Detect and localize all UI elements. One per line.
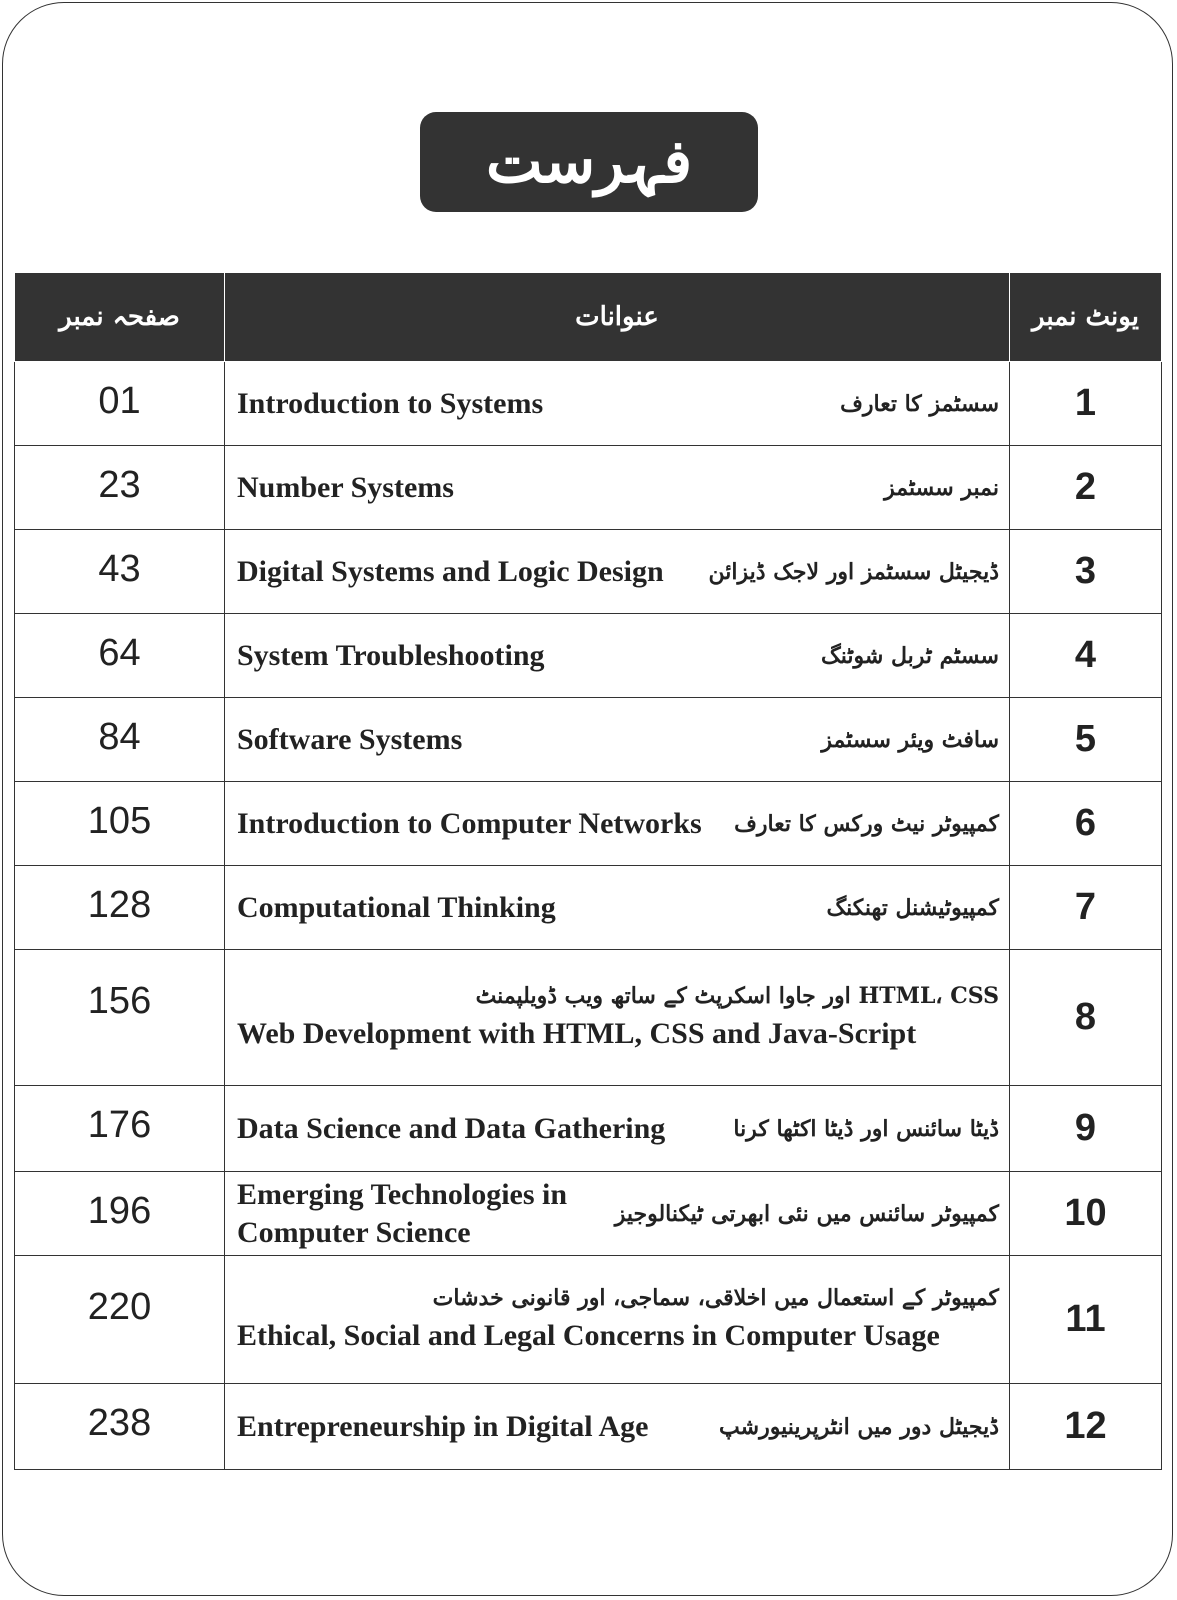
contents-body bbox=[15, 362, 1162, 1470]
topic-urdu: HTML، CSS اور جاوا اسکرپٹ کے ساتھ ویب ڈویلپمنٹ bbox=[475, 982, 999, 1009]
unit-number: 12 bbox=[1010, 1384, 1162, 1470]
topic-english: Software Systems bbox=[237, 722, 463, 756]
topic-english: Introduction to Systems bbox=[237, 386, 544, 420]
topic-cell bbox=[225, 1256, 1010, 1384]
topic-english: Emerging Technologies in Computer Science bbox=[237, 1178, 568, 1249]
topic-cell bbox=[225, 362, 1010, 446]
table-row bbox=[15, 530, 1162, 614]
topic-cell bbox=[225, 782, 1010, 866]
header-unit-number: یونٹ نمبر bbox=[1010, 273, 1162, 362]
table-row bbox=[15, 950, 1162, 1086]
unit-number: 9 bbox=[1010, 1086, 1162, 1172]
topic-titles bbox=[237, 1110, 999, 1148]
table-row bbox=[15, 1384, 1162, 1470]
topic-cell bbox=[225, 1172, 1010, 1256]
unit-number: 8 bbox=[1010, 950, 1162, 1086]
topic-cell bbox=[225, 866, 1010, 950]
page-number: 238 bbox=[15, 1384, 225, 1470]
unit-number: 1 bbox=[1010, 362, 1162, 446]
table-row bbox=[15, 446, 1162, 530]
topic-urdu: کمپیوٹیشنل تھنکنگ bbox=[826, 894, 999, 921]
page-number: 64 bbox=[15, 614, 225, 698]
header-page-number: صفحہ نمبر bbox=[15, 273, 225, 362]
unit-number: 6 bbox=[1010, 782, 1162, 866]
contents-table bbox=[14, 272, 1162, 1470]
topic-urdu: نمبر سسٹمز bbox=[884, 474, 999, 501]
unit-number: 4 bbox=[1010, 614, 1162, 698]
page-number: 01 bbox=[15, 362, 225, 446]
topic-titles bbox=[237, 983, 999, 1053]
unit-number: 7 bbox=[1010, 866, 1162, 950]
topic-titles bbox=[237, 1285, 999, 1355]
page-number: 43 bbox=[15, 530, 225, 614]
topic-urdu: سسٹم ٹربل شوٹنگ bbox=[821, 642, 999, 669]
topic-english: Computational Thinking bbox=[237, 890, 556, 924]
topic-cell bbox=[225, 1086, 1010, 1172]
topic-english: Ethical, Social and Legal Concerns in Computer Usage bbox=[237, 1318, 940, 1352]
table-row bbox=[15, 782, 1162, 866]
topic-titles bbox=[237, 553, 999, 591]
page-number: 128 bbox=[15, 866, 225, 950]
topic-urdu: ڈیجیٹل سسٹمز اور لاجک ڈیزائن bbox=[708, 558, 999, 585]
topic-titles bbox=[237, 637, 999, 675]
topic-english: Data Science and Data Gathering bbox=[237, 1111, 666, 1145]
unit-number: 11 bbox=[1010, 1256, 1162, 1384]
page-number: 105 bbox=[15, 782, 225, 866]
table-row bbox=[15, 1086, 1162, 1172]
table-row bbox=[15, 698, 1162, 782]
topic-english: Web Development with HTML, CSS and Java-Script bbox=[237, 1016, 917, 1050]
topic-titles bbox=[237, 721, 999, 759]
topic-titles bbox=[237, 805, 999, 843]
topic-urdu: کمپیوٹر کے استعمال میں اخلاقی، سماجی، اور قانونی خدشات bbox=[432, 1284, 999, 1311]
topic-titles bbox=[237, 1408, 999, 1446]
topic-cell bbox=[225, 698, 1010, 782]
topic-english: Number Systems bbox=[237, 470, 454, 504]
topic-titles bbox=[237, 889, 999, 927]
topic-english: Introduction to Computer Networks bbox=[237, 806, 702, 840]
table-row bbox=[15, 1256, 1162, 1384]
page-number: 156 bbox=[15, 950, 225, 1086]
table-row bbox=[15, 614, 1162, 698]
unit-number: 10 bbox=[1010, 1172, 1162, 1256]
topic-cell bbox=[225, 530, 1010, 614]
table-row bbox=[15, 866, 1162, 950]
topic-cell bbox=[225, 950, 1010, 1086]
topic-cell bbox=[225, 614, 1010, 698]
topic-cell bbox=[225, 446, 1010, 530]
topic-cell bbox=[225, 1384, 1010, 1470]
topic-urdu: ڈیجیٹل دور میں انٹرپرینیورشپ bbox=[719, 1413, 999, 1440]
unit-number: 2 bbox=[1010, 446, 1162, 530]
table-row bbox=[15, 362, 1162, 446]
topic-english: Digital Systems and Logic Design bbox=[237, 554, 664, 588]
page-number: 23 bbox=[15, 446, 225, 530]
topic-english: Entrepreneurship in Digital Age bbox=[237, 1409, 649, 1443]
page-number: 176 bbox=[15, 1086, 225, 1172]
unit-number: 5 bbox=[1010, 698, 1162, 782]
topic-english: System Troubleshooting bbox=[237, 638, 545, 672]
topic-titles bbox=[237, 469, 999, 507]
unit-number: 3 bbox=[1010, 530, 1162, 614]
topic-urdu: کمپیوٹر سائنس میں نئی ابھرتی ٹیکنالوجیز bbox=[614, 1200, 999, 1227]
topic-urdu: ڈیٹا سائنس اور ڈیٹا اکٹھا کرنا bbox=[733, 1115, 999, 1142]
page-number: 84 bbox=[15, 698, 225, 782]
table-row bbox=[15, 1172, 1162, 1256]
topic-titles bbox=[237, 1176, 999, 1251]
page-number: 220 bbox=[15, 1256, 225, 1384]
topic-urdu: کمپیوٹر نیٹ ورکس کا تعارف bbox=[734, 810, 999, 837]
header-topics: عنوانات bbox=[225, 273, 1010, 362]
table-header-row bbox=[15, 273, 1162, 362]
topic-titles bbox=[237, 385, 999, 423]
page-title: فہرست bbox=[420, 112, 758, 212]
topic-urdu: سافٹ ویئر سسٹمز bbox=[821, 726, 999, 753]
page-number: 196 bbox=[15, 1172, 225, 1256]
topic-urdu: سسٹمز کا تعارف bbox=[840, 390, 999, 417]
